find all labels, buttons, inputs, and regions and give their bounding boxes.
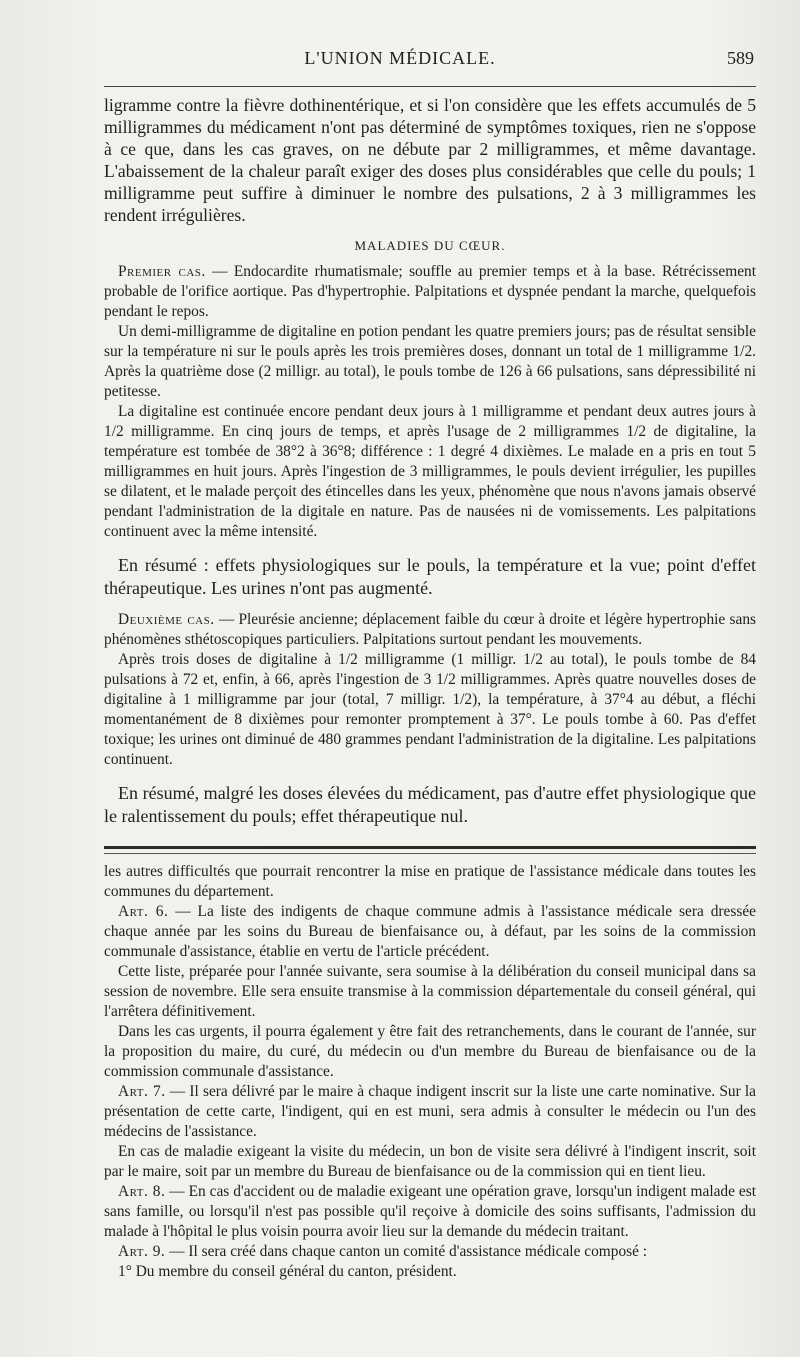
article-digitaline <box>104 94 756 838</box>
art8-text: — En cas d'accident ou de maladie exigeant une opération grave, lorsqu'un indigent malade est sans famille, ou lorsqu'il n'est pas possible qu'il reçoive à domicile des soins suffisants, l'admission du malade à l'hôpital le plus voisin pourra avoir lieu sur la demande du médecin traitant. <box>104 1183 756 1240</box>
art6-paragraph: Cette liste, préparée pour l'année suivante, sera soumise à la délibération du conseil municipal dans sa session de novembre. Elle sera ensuite transmise à la commission départementale du conseil général, qui l'arrêtera définitivement. <box>104 963 756 1020</box>
case1-description: — Endocardite rhumatismale; souffle au premier temps et à la base. Rétrécissement probable de l'orifice aortique. Pas d'hypertrophie. Palpitations et dyspnée pendant la marche, quelquefois pendant le repos. <box>104 263 756 320</box>
art9-text: — Il sera créé dans chaque canton un comité d'assistance médicale composé : <box>165 1243 648 1260</box>
art6-heading <box>104 902 756 962</box>
page-number: 589 <box>727 48 754 68</box>
case2-paragraph: Après trois doses de digitaline à 1/2 milligramme (1 milligr. 1/2 au total), le pouls tombe de 84 pulsations à 72 et, enfin, à 66, après l'ingestion de 3 1/2 milligrammes. Après quatre nouvelles doses de digitaline à 1 milligramme par jour (total, 7 milligr. 1/2), la température, à 37°4 au début, a fléchi momentanément de 8 dixièmes pour remonter promptement à 37°. Le pouls tombe à 60. Pas d'effet toxique; les urines ont diminué de 480 grammes pendant l'administration de la digitaline. Les palpitations continuent. <box>104 651 756 768</box>
article-assistance <box>104 862 756 1282</box>
case1-paragraph: La digitaline est continuée encore pendant deux jours à 1 milligramme et pendant deux autres jours à 1/2 milligramme. En cinq jours de temps, et après l'usage de 2 milligrammes 1/2 de digitaline, la température est tombée de 38°2 à 36°8; différence : 1 degré 4 dixièmes. Le malade en a pris en tout 5 milligrammes en huit jours. Après l'ingestion de 3 milligrammes, le pouls devient irrégulier, les pupilles se dilatent, et le malade perçoit des étincelles dans les yeux, phénomène que nous n'avons jamais observé pendant l'administration de la digitale en nature. Pas de nausées ni de vomissements. Les palpitations continuent avec la même intensité. <box>104 403 756 540</box>
case2-heading <box>104 610 756 650</box>
art7-heading <box>104 1082 756 1142</box>
lower-intro: les autres difficultés que pourrait rencontrer la mise en pratique de l'assistance médicale dans toutes les communes du département. <box>104 863 756 900</box>
running-title: L'UNION MÉDICALE. <box>304 48 496 68</box>
section-divider <box>104 846 756 854</box>
art6-label: Art. 6. <box>118 903 169 920</box>
case2-summary: En résumé, malgré les doses élevées du médicament, pas d'autre effet physiologique que le ralentissement du pouls; effet thérapeutique nul. <box>104 783 756 826</box>
intro-paragraph: ligramme contre la fièvre dothinentérique, et si l'on considère que les effets accumulés de 5 milligrammes du médicament n'ont pas déterminé de symptômes toxiques, rien ne s'oppose à ce que, dans les cas graves, on ne débute par 2 milligrammes, et même davantage. L'abaissement de la chaleur paraît exiger des doses plus considérables que celle du pouls; 1 milligramme peut suffire à diminuer le nombre des pulsations, 2 à 3 milligrammes les rendent irrégulières. <box>104 95 756 225</box>
art6-text: — La liste des indigents de chaque commune admis à l'assistance médicale sera dressée chaque année par les soins du Bureau de bienfaisance ou, à défaut, par les soins de la commission communale d'assistance, établie en vertu de l'article précédent. <box>104 903 756 960</box>
art7-label: Art. 7. <box>118 1083 166 1100</box>
case1-summary: En résumé : effets physiologiques sur le pouls, la température et la vue; point d'effet thérapeutique. Les urines n'ont pas augmenté. <box>104 555 756 598</box>
art9-item: 1° Du membre du conseil général du canton, président. <box>118 1263 457 1280</box>
header-rule <box>104 86 756 87</box>
section-title: MALADIES DU CŒUR. <box>354 238 506 253</box>
case2-description: — Pleurésie ancienne; déplacement faible du cœur à droite et légère hypertrophie sans phénomènes sthétoscopiques particuliers. Palpitations surtout pendant les mouvements. <box>104 611 756 648</box>
page-header <box>0 44 800 74</box>
art7-text: — Il sera délivré par le maire à chaque indigent inscrit sur la liste une carte nominative. Sur la présentation de cette carte, l'indigent, qui en est muni, sera admis à consulter le médecin ou l'un des médecins de l'assistance. <box>104 1083 757 1140</box>
case1-label: Premier cas. <box>118 263 206 280</box>
art8-heading <box>104 1182 756 1242</box>
art9-heading <box>104 1242 756 1262</box>
case2-label: Deuxième cas. <box>118 611 215 628</box>
case1-heading <box>104 262 756 322</box>
art9-label: Art. 9. <box>118 1243 166 1260</box>
art6-paragraph: Dans les cas urgents, il pourra également y être fait des retranchements, dans le courant de l'année, sur la proposition du maire, du curé, du médecin ou d'un membre du Bureau de bienfaisance ou de la commission communale d'assistance. <box>104 1023 756 1080</box>
art8-label: Art. 8. <box>118 1183 166 1200</box>
case1-paragraph: Un demi-milligramme de digitaline en potion pendant les quatre premiers jours; pas de résultat sensible sur la température ni sur le pouls après les trois premières doses, donnant un total de 1 milligramme 1/2. Après la quatrième dose (2 milligr. au total), le pouls tombe de 126 à 66 pulsations, sans dépressibilité ni petitesse. <box>104 323 756 400</box>
art7-paragraph: En cas de maladie exigeant la visite du médecin, un bon de visite sera délivré à l'indigent inscrit, soit par le maire, soit par un membre du Bureau de bienfaisance ou de la commission qui en tient lieu. <box>104 1143 756 1180</box>
